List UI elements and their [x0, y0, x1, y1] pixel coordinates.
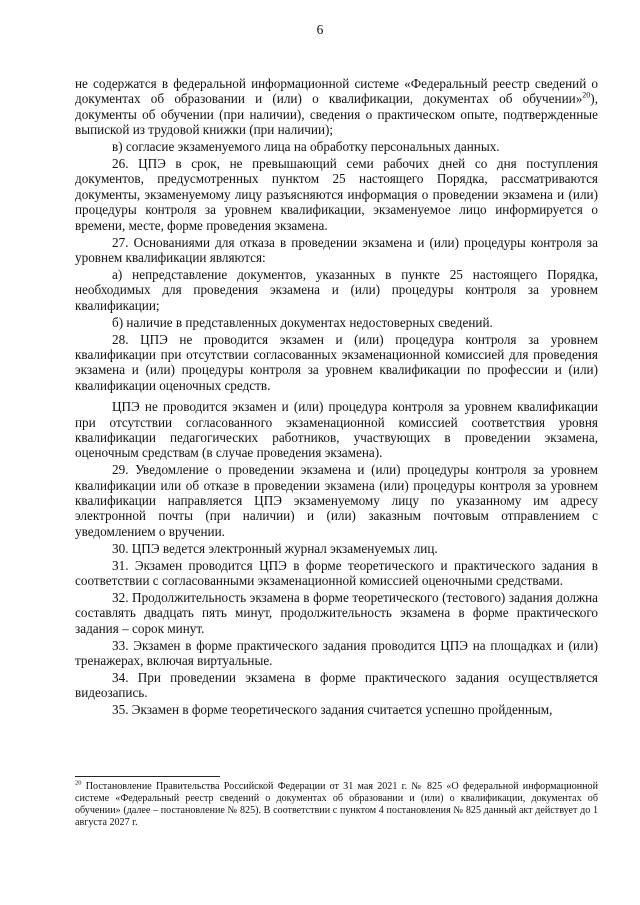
- paragraph-26: 26. ЦПЭ в срок, не превышающий семи рабочих дней со дня поступления документов, предусмотренных пунктом 25 настоящего Порядка, рассматриваются документы, экзаменуемому лицу разъясняются информация о проведении экзамена и (или) процедуры контроля за уровнем квалификации, экзаменуемое лицо информируется о времени, месте, форме проведения экзамена.: [75, 156, 598, 233]
- paragraph-35: 35. Экзамен в форме теоретического задания считается успешно пройденным,: [112, 702, 553, 718]
- footnote-mark: 20: [75, 779, 82, 787]
- footnote-reference[interactable]: 20: [582, 91, 591, 101]
- paragraph-30: 30. ЦПЭ ведется электронный журнал экзаменуемых лиц.: [112, 540, 438, 556]
- page-number: 6: [316, 22, 324, 37]
- document-body: [75, 76, 598, 719]
- paragraph-29: 29. Уведомление о проведении экзамена и (или) процедуры контроля за уровнем квалификации или об отказе в проведении экзамена (или) процедуры контроля за уровнем квалификации направляется ЦПЭ экзаменуемому лицу по указанному им адресу электронной почты (при наличии) и (или) заказным почтовым отправлением с уведомлением о вручении.: [75, 462, 598, 539]
- paragraph-continuation-end: ), документы об обучении (при наличии), сведения о практическом опыте, подтвержденные выпиской из трудовой книжки (при наличии);: [75, 91, 598, 138]
- paragraph-32: 32. Продолжительность экзамена в форме теоретического (тестового) задания должна составлять двадцать пять минут, продолжительность экзамена в форме практического задания – сорок минут.: [75, 590, 598, 636]
- paragraph-continuation-text: не содержатся в федеральной информационной системе «Федеральный реестр сведений о документах об образовании и (или) о квалификации, документах об обучении»: [75, 76, 598, 107]
- paragraph-25v: в) согласие экзаменуемого лица на обработку персональных данных.: [112, 139, 500, 155]
- paragraph-31: 31. Экзамен проводится ЦПЭ в форме теоретического и практического задания в соответствии с согласованными экзаменационной комиссией оценочными средствами.: [75, 557, 598, 589]
- paragraph-27b: б) наличие в представленных документах недостоверных сведений.: [112, 314, 493, 330]
- paragraph-34: 34. При проведении экзамена в форме практического задания осуществляется видеозапись.: [75, 670, 598, 701]
- paragraph-28: 28. ЦПЭ не проводится экзамен и (или) процедура контроля за уровнем квалификации при отсутствии согласованных экзаменационной комиссией для проведения экзамена и (или) процедуры контроля за уровнем квалификации по профессии и (или) квалификации оценочных средств.: [75, 331, 598, 393]
- paragraph-27: 27. Основаниями для отказа в проведении экзамена и (или) процедуры контроля за уровнем квалификации являются:: [75, 234, 598, 265]
- paragraph-33: 33. Экзамен в форме практического задания проводится ЦПЭ на площадках и (или) тренажерах, включая виртуальные.: [75, 637, 598, 669]
- paragraph-28-second: ЦПЭ не проводится экзамен и (или) процедура контроля за уровнем квалификации при отсутствии согласованного экзаменационной комиссией соответствия уровня квалификации педагогических работников, участвующих в проведении экзамена, оценочным средствам (в случае проведения экзамена).: [75, 399, 598, 461]
- footnote-separator: [75, 776, 220, 777]
- paragraph-continuation: [75, 76, 598, 138]
- footnote-text: Постановление Правительства Российской Федерации от 31 мая 2021 г. № 825 «О федеральной информационной системе «Федеральный реестр сведений о документах об образовании и (или) о квалификации, документах об обучении» (далее – постановление № 825). В соответствии с пунктом 4 постановления № 825 данный акт действует до 1 августа 2027 г.: [75, 781, 598, 828]
- paragraph-27a: а) непредставление документов, указанных в пункте 25 настоящего Порядка, необходимых для проведения экзамена и (или) процедуры контроля за уровнем квалификации;: [75, 266, 598, 313]
- footnote: [75, 781, 598, 829]
